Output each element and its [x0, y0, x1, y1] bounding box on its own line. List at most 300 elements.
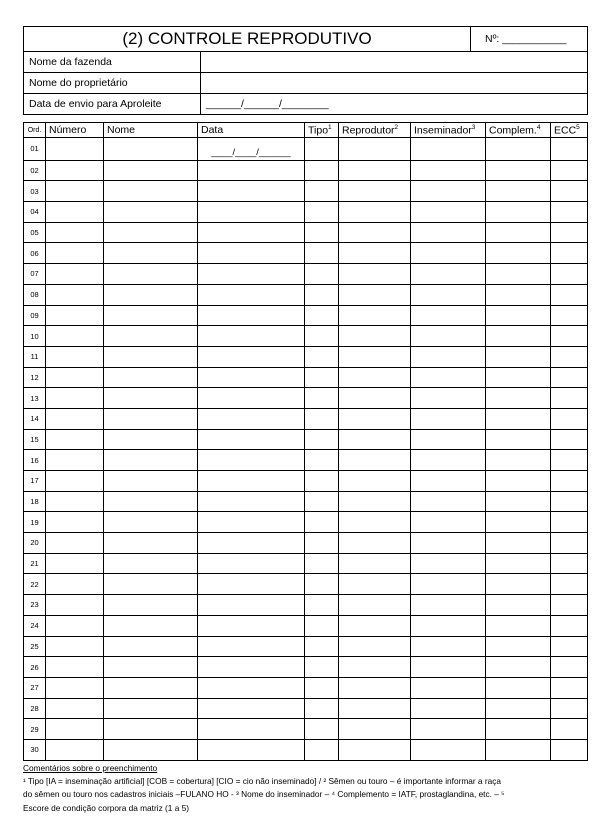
cell-ecc[interactable]: [551, 595, 588, 616]
cell-inseminador[interactable]: [411, 388, 486, 409]
cell-nome[interactable]: [104, 595, 198, 616]
cell-reprodutor[interactable]: [339, 346, 411, 367]
cell-numero[interactable]: [46, 284, 104, 305]
cell-data[interactable]: [198, 264, 305, 285]
cell-ecc[interactable]: [551, 264, 588, 285]
row-ord-number: 10: [24, 326, 46, 347]
cell-reprodutor[interactable]: [339, 471, 411, 492]
cell-tipo[interactable]: [305, 677, 339, 698]
table-row: [24, 264, 588, 285]
cell-inseminador[interactable]: [411, 553, 486, 574]
cell-tipo[interactable]: [305, 512, 339, 533]
cell-complem[interactable]: [486, 636, 551, 657]
cell-numero[interactable]: [46, 698, 104, 719]
cell-reprodutor[interactable]: [339, 326, 411, 347]
cell-complem[interactable]: [486, 739, 551, 760]
cell-inseminador[interactable]: [411, 408, 486, 429]
cell-numero[interactable]: [46, 202, 104, 223]
cell-inseminador[interactable]: [411, 636, 486, 657]
cell-inseminador[interactable]: [411, 450, 486, 471]
table-row: [24, 471, 588, 492]
cell-reprodutor[interactable]: [339, 305, 411, 326]
cell-nome[interactable]: [104, 636, 198, 657]
row-ord-number: 24: [24, 615, 46, 636]
cell-data[interactable]: [198, 429, 305, 450]
cell-numero[interactable]: [46, 181, 104, 202]
cell-complem[interactable]: [486, 181, 551, 202]
cell-data[interactable]: [198, 471, 305, 492]
cell-reprodutor[interactable]: [339, 739, 411, 760]
cell-reprodutor[interactable]: [339, 264, 411, 285]
column-header-inseminador: Inseminador$^3$: [411, 123, 486, 138]
cell-tipo[interactable]: [305, 698, 339, 719]
cell-data[interactable]: [198, 243, 305, 264]
cell-inseminador[interactable]: [411, 533, 486, 554]
cell-ecc[interactable]: [551, 512, 588, 533]
cell-numero[interactable]: [46, 595, 104, 616]
row-ord-number: 02: [24, 160, 46, 181]
cell-inseminador[interactable]: [411, 202, 486, 223]
cell-reprodutor[interactable]: [339, 408, 411, 429]
cell-ecc[interactable]: [551, 677, 588, 698]
cell-numero[interactable]: [46, 222, 104, 243]
row-ord-number: 12: [24, 367, 46, 388]
cell-ecc[interactable]: [551, 346, 588, 367]
cell-data[interactable]: [198, 160, 305, 181]
cell-inseminador[interactable]: [411, 739, 486, 760]
cell-complem[interactable]: [486, 202, 551, 223]
notes-line: Escore de condição corpora da matriz (1 a 5): [23, 802, 190, 813]
cell-reprodutor[interactable]: [339, 595, 411, 616]
cell-tipo[interactable]: [305, 739, 339, 760]
cell-tipo[interactable]: [305, 450, 339, 471]
cell-tipo[interactable]: [305, 346, 339, 367]
cell-inseminador[interactable]: [411, 512, 486, 533]
cell-complem[interactable]: [486, 615, 551, 636]
cell-reprodutor[interactable]: [339, 243, 411, 264]
table-row: [24, 512, 588, 533]
cell-numero[interactable]: [46, 471, 104, 492]
cell-nome[interactable]: [104, 450, 198, 471]
cell-nome[interactable]: [104, 408, 198, 429]
farm-name-field[interactable]: [201, 52, 588, 73]
cell-numero[interactable]: [46, 657, 104, 678]
row-ord-number: 23: [24, 595, 46, 616]
cell-data[interactable]: [198, 739, 305, 760]
cell-data[interactable]: [198, 346, 305, 367]
cell-ecc[interactable]: [551, 739, 588, 760]
row-ord-number: 25: [24, 636, 46, 657]
cell-nome[interactable]: [104, 138, 198, 161]
cell-nome[interactable]: [104, 574, 198, 595]
column-header-complem: Complem.$^4$: [486, 123, 551, 138]
column-header-reprodutor: Reprodutor$^2$: [339, 123, 411, 138]
cell-reprodutor[interactable]: [339, 138, 411, 161]
cell-inseminador[interactable]: [411, 719, 486, 740]
cell-tipo[interactable]: [305, 202, 339, 223]
table-row: [24, 346, 588, 367]
cell-numero[interactable]: [46, 243, 104, 264]
cell-inseminador[interactable]: [411, 326, 486, 347]
cell-complem[interactable]: [486, 429, 551, 450]
cell-complem[interactable]: [486, 657, 551, 678]
cell-complem[interactable]: [486, 595, 551, 616]
form-number-field[interactable]: Nº: ___________: [471, 27, 588, 52]
cell-nome[interactable]: [104, 202, 198, 223]
cell-nome[interactable]: [104, 553, 198, 574]
cell-tipo[interactable]: [305, 471, 339, 492]
cell-nome[interactable]: [104, 471, 198, 492]
cell-nome[interactable]: [104, 657, 198, 678]
cell-inseminador[interactable]: [411, 698, 486, 719]
cell-numero[interactable]: [46, 305, 104, 326]
table-row: [24, 739, 588, 760]
table-row: [24, 698, 588, 719]
cell-reprodutor[interactable]: [339, 615, 411, 636]
table-row: [24, 657, 588, 678]
cell-nome[interactable]: [104, 739, 198, 760]
cell-complem[interactable]: [486, 698, 551, 719]
cell-tipo[interactable]: [305, 326, 339, 347]
column-header-data: Data: [198, 123, 305, 138]
table-row: [24, 388, 588, 409]
cell-nome[interactable]: [104, 284, 198, 305]
cell-data[interactable]: [198, 636, 305, 657]
cell-reprodutor[interactable]: [339, 512, 411, 533]
row-ord-number: 07: [24, 264, 46, 285]
cell-reprodutor[interactable]: [339, 657, 411, 678]
cell-numero[interactable]: [46, 553, 104, 574]
cell-reprodutor[interactable]: [339, 181, 411, 202]
cell-complem[interactable]: [486, 284, 551, 305]
cell-complem[interactable]: [486, 138, 551, 161]
cell-complem[interactable]: [486, 533, 551, 554]
cell-complem[interactable]: [486, 450, 551, 471]
cell-tipo[interactable]: [305, 408, 339, 429]
cell-ecc[interactable]: [551, 719, 588, 740]
cell-reprodutor[interactable]: [339, 429, 411, 450]
table-row: [24, 553, 588, 574]
table-row: [24, 429, 588, 450]
cell-numero[interactable]: [46, 138, 104, 161]
cell-numero[interactable]: [46, 615, 104, 636]
cell-reprodutor[interactable]: [339, 677, 411, 698]
cell-numero[interactable]: [46, 739, 104, 760]
cell-complem[interactable]: [486, 346, 551, 367]
cell-ecc[interactable]: [551, 202, 588, 223]
cell-inseminador[interactable]: [411, 491, 486, 512]
cell-tipo[interactable]: [305, 367, 339, 388]
cell-complem[interactable]: [486, 264, 551, 285]
row-ord-number: 11: [24, 346, 46, 367]
cell-reprodutor[interactable]: [339, 367, 411, 388]
cell-ecc[interactable]: [551, 305, 588, 326]
cell-data[interactable]: [198, 553, 305, 574]
cell-nome[interactable]: [104, 243, 198, 264]
cell-inseminador[interactable]: [411, 284, 486, 305]
cell-data[interactable]: [198, 657, 305, 678]
cell-numero[interactable]: [46, 574, 104, 595]
cell-complem[interactable]: [486, 388, 551, 409]
cell-numero[interactable]: [46, 450, 104, 471]
cell-complem[interactable]: [486, 719, 551, 740]
send-date-field[interactable]: ______/______/________: [201, 94, 588, 115]
row-ord-number: 21: [24, 553, 46, 574]
records-table: [23, 122, 588, 761]
row-ord-number: 17: [24, 471, 46, 492]
row-ord-number: 08: [24, 284, 46, 305]
cell-tipo[interactable]: [305, 533, 339, 554]
cell-complem[interactable]: [486, 677, 551, 698]
cell-numero[interactable]: [46, 408, 104, 429]
cell-inseminador[interactable]: [411, 222, 486, 243]
cell-nome[interactable]: [104, 367, 198, 388]
cell-numero[interactable]: [46, 326, 104, 347]
cell-data[interactable]: [198, 595, 305, 616]
cell-ecc[interactable]: [551, 388, 588, 409]
cell-data[interactable]: [198, 574, 305, 595]
cell-nome[interactable]: [104, 677, 198, 698]
cell-reprodutor[interactable]: [339, 533, 411, 554]
cell-ecc[interactable]: [551, 450, 588, 471]
cell-nome[interactable]: [104, 719, 198, 740]
cell-ecc[interactable]: [551, 367, 588, 388]
cell-numero[interactable]: [46, 533, 104, 554]
cell-complem[interactable]: [486, 305, 551, 326]
cell-nome[interactable]: [104, 512, 198, 533]
cell-reprodutor[interactable]: [339, 284, 411, 305]
cell-ecc[interactable]: [551, 138, 588, 161]
table-row: [24, 491, 588, 512]
cell-tipo[interactable]: [305, 284, 339, 305]
cell-reprodutor[interactable]: [339, 698, 411, 719]
cell-inseminador[interactable]: [411, 346, 486, 367]
owner-name-field[interactable]: [201, 73, 588, 94]
cell-ecc[interactable]: [551, 553, 588, 574]
cell-numero[interactable]: [46, 264, 104, 285]
cell-nome[interactable]: [104, 326, 198, 347]
cell-inseminador[interactable]: [411, 138, 486, 161]
cell-nome[interactable]: [104, 305, 198, 326]
cell-data[interactable]: [198, 491, 305, 512]
cell-reprodutor[interactable]: [339, 574, 411, 595]
table-row: [24, 202, 588, 223]
cell-data[interactable]: [198, 181, 305, 202]
cell-numero[interactable]: [46, 677, 104, 698]
filling-notes: [23, 762, 589, 815]
cell-complem[interactable]: [486, 243, 551, 264]
cell-ecc[interactable]: [551, 284, 588, 305]
cell-complem[interactable]: [486, 367, 551, 388]
cell-inseminador[interactable]: [411, 595, 486, 616]
cell-complem[interactable]: [486, 160, 551, 181]
cell-numero[interactable]: [46, 367, 104, 388]
cell-reprodutor[interactable]: [339, 160, 411, 181]
cell-inseminador[interactable]: [411, 574, 486, 595]
cell-tipo[interactable]: [305, 305, 339, 326]
send-date-label: Data de envio para Aproleite: [24, 94, 201, 115]
cell-complem[interactable]: [486, 574, 551, 595]
cell-data[interactable]: [198, 284, 305, 305]
column-header-tipo: Tipo$^1$: [305, 123, 339, 138]
cell-complem[interactable]: [486, 408, 551, 429]
cell-inseminador[interactable]: [411, 243, 486, 264]
cell-inseminador[interactable]: [411, 615, 486, 636]
cell-data[interactable]: [198, 367, 305, 388]
column-header-ord: Ord.: [24, 123, 46, 138]
cell-nome[interactable]: [104, 429, 198, 450]
cell-data[interactable]: [198, 222, 305, 243]
cell-tipo[interactable]: [305, 574, 339, 595]
cell-inseminador[interactable]: [411, 367, 486, 388]
cell-complem[interactable]: [486, 222, 551, 243]
table-row: [24, 408, 588, 429]
cell-ecc[interactable]: [551, 574, 588, 595]
cell-data[interactable]: [198, 326, 305, 347]
cell-inseminador[interactable]: [411, 657, 486, 678]
cell-tipo[interactable]: [305, 491, 339, 512]
page-title: (2) CONTROLE REPRODUTIVO: [24, 27, 471, 52]
row-ord-number: 03: [24, 181, 46, 202]
row-ord-number: 06: [24, 243, 46, 264]
cell-tipo[interactable]: [305, 138, 339, 161]
cell-complem[interactable]: [486, 471, 551, 492]
cell-ecc[interactable]: [551, 326, 588, 347]
cell-ecc[interactable]: [551, 471, 588, 492]
notes-line: do sêmen ou touro nos cadastros iniciais –FULANO HO - ³ Nome do inseminador – ⁴ Complemento = IATF, prostaglandina, etc. – ⁵: [23, 789, 505, 800]
cell-tipo[interactable]: [305, 222, 339, 243]
table-row: [24, 243, 588, 264]
cell-data[interactable]: [198, 512, 305, 533]
cell-reprodutor[interactable]: [339, 388, 411, 409]
cell-reprodutor[interactable]: [339, 450, 411, 471]
cell-tipo[interactable]: [305, 388, 339, 409]
cell-reprodutor[interactable]: [339, 553, 411, 574]
cell-data[interactable]: [198, 533, 305, 554]
cell-data[interactable]: [198, 450, 305, 471]
cell-numero[interactable]: [46, 160, 104, 181]
cell-tipo[interactable]: [305, 264, 339, 285]
cell-inseminador[interactable]: [411, 181, 486, 202]
cell-inseminador[interactable]: [411, 677, 486, 698]
cell-numero[interactable]: [46, 346, 104, 367]
cell-numero[interactable]: [46, 388, 104, 409]
cell-reprodutor[interactable]: [339, 636, 411, 657]
cell-nome[interactable]: [104, 181, 198, 202]
cell-nome[interactable]: [104, 222, 198, 243]
cell-numero[interactable]: [46, 429, 104, 450]
farm-name-label: Nome da fazenda: [24, 52, 201, 73]
cell-inseminador[interactable]: [411, 305, 486, 326]
cell-numero[interactable]: [46, 491, 104, 512]
cell-nome[interactable]: [104, 160, 198, 181]
cell-ecc[interactable]: [551, 222, 588, 243]
cell-tipo[interactable]: [305, 636, 339, 657]
cell-nome[interactable]: [104, 346, 198, 367]
cell-reprodutor[interactable]: [339, 491, 411, 512]
cell-ecc[interactable]: [551, 615, 588, 636]
cell-tipo[interactable]: [305, 615, 339, 636]
cell-numero[interactable]: [46, 719, 104, 740]
cell-complem[interactable]: [486, 491, 551, 512]
notes-line: ¹ Tipo [IA = inseminação artificial] [COB = cobertura] [CIO = cio não inseminado] / ² Sêmen ou touro – é importante informar a raça: [23, 776, 501, 787]
cell-data[interactable]: [198, 615, 305, 636]
cell-tipo[interactable]: [305, 429, 339, 450]
cell-tipo[interactable]: [305, 243, 339, 264]
cell-nome[interactable]: [104, 388, 198, 409]
table-row: [24, 595, 588, 616]
row-ord-number: 01: [24, 138, 46, 161]
row-ord-number: 30: [24, 739, 46, 760]
cell-ecc[interactable]: [551, 408, 588, 429]
row-ord-number: 05: [24, 222, 46, 243]
cell-data[interactable]: [198, 408, 305, 429]
cell-nome[interactable]: [104, 615, 198, 636]
cell-data[interactable]: [198, 388, 305, 409]
cell-ecc[interactable]: [551, 491, 588, 512]
cell-ecc[interactable]: [551, 636, 588, 657]
cell-inseminador[interactable]: [411, 429, 486, 450]
cell-ecc[interactable]: [551, 533, 588, 554]
cell-data[interactable]: [198, 719, 305, 740]
cell-tipo[interactable]: [305, 160, 339, 181]
table-header-row: [24, 123, 588, 138]
cell-nome[interactable]: [104, 264, 198, 285]
owner-name-label: Nome do proprietário: [24, 73, 201, 94]
row-ord-number: 26: [24, 657, 46, 678]
table-row: [24, 181, 588, 202]
cell-data[interactable]: [198, 698, 305, 719]
cell-reprodutor[interactable]: [339, 222, 411, 243]
table-row: [24, 719, 588, 740]
cell-nome[interactable]: [104, 533, 198, 554]
table-row: [24, 284, 588, 305]
row-ord-number: 20: [24, 533, 46, 554]
cell-ecc[interactable]: [551, 698, 588, 719]
cell-data[interactable]: [198, 305, 305, 326]
cell-ecc[interactable]: [551, 243, 588, 264]
cell-data[interactable]: [198, 202, 305, 223]
cell-ecc[interactable]: [551, 181, 588, 202]
cell-inseminador[interactable]: [411, 160, 486, 181]
cell-ecc[interactable]: [551, 429, 588, 450]
cell-numero[interactable]: [46, 512, 104, 533]
cell-tipo[interactable]: [305, 553, 339, 574]
cell-numero[interactable]: [46, 636, 104, 657]
table-row: [24, 615, 588, 636]
cell-nome[interactable]: [104, 491, 198, 512]
cell-reprodutor[interactable]: [339, 202, 411, 223]
cell-ecc[interactable]: [551, 160, 588, 181]
cell-data[interactable]: [198, 677, 305, 698]
cell-inseminador[interactable]: [411, 471, 486, 492]
cell-tipo[interactable]: [305, 595, 339, 616]
cell-complem[interactable]: [486, 553, 551, 574]
cell-tipo[interactable]: [305, 719, 339, 740]
cell-nome[interactable]: [104, 698, 198, 719]
cell-tipo[interactable]: [305, 657, 339, 678]
cell-ecc[interactable]: [551, 657, 588, 678]
cell-complem[interactable]: [486, 326, 551, 347]
cell-complem[interactable]: [486, 512, 551, 533]
cell-reprodutor[interactable]: [339, 719, 411, 740]
cell-inseminador[interactable]: [411, 264, 486, 285]
row-ord-number: 18: [24, 491, 46, 512]
cell-data[interactable]: ____/____/______: [198, 138, 305, 161]
row-ord-number: 16: [24, 450, 46, 471]
cell-tipo[interactable]: [305, 181, 339, 202]
row-ord-number: 15: [24, 429, 46, 450]
